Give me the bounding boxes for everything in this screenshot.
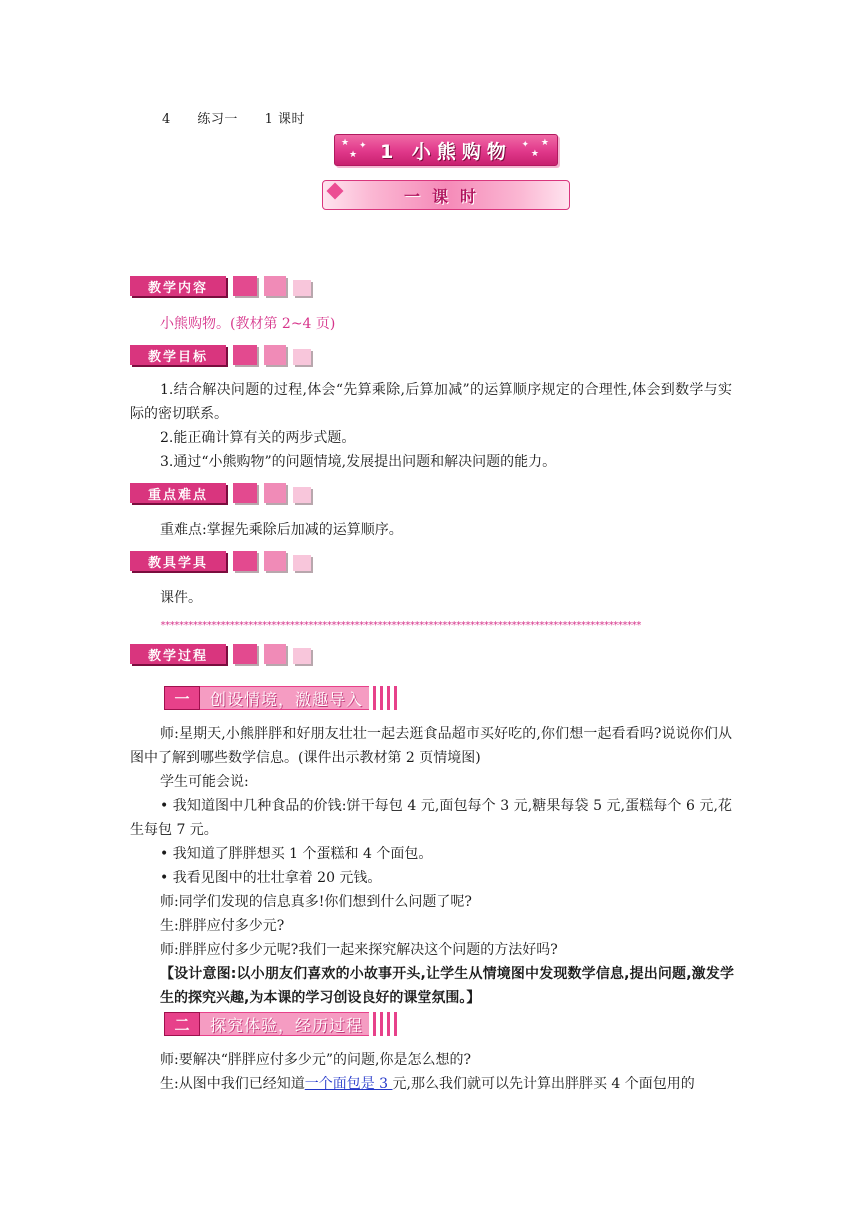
section-tag-tools <box>130 550 311 572</box>
text-span: 生:从图中我们已经知道 <box>160 1076 305 1092</box>
lesson-count: 1 课时 <box>264 112 305 127</box>
page-header <box>162 108 327 127</box>
paragraph: 师:星期天,小熊胖胖和好朋友壮壮一起去逛食品超市买好吃的,你们想一起看看吗?说说你们从图中了解到哪些数学信息。(课件出示教材第 2 页情境图) <box>130 726 732 766</box>
goal-item: 3.通过“小熊购物”的问题情境,发展提出问题和解决问题的能力。 <box>160 454 557 470</box>
decor-square <box>264 276 286 296</box>
lesson-title-banner <box>334 134 558 166</box>
section-name: 练习一 <box>197 112 238 127</box>
bullet-item: • 我看见图中的壮壮拿着 20 元钱。 <box>160 870 382 886</box>
bullet-item: • 我知道图中几种食品的价钱:饼干每包 4 元,面包每个 3 元,糖果每袋 5 元,蛋糕每个 6 元,花生每包 7 元。 <box>130 798 732 838</box>
decor-square <box>293 487 311 503</box>
section-tag-keypoints <box>130 482 311 504</box>
tools-text: 课件。 <box>160 590 202 606</box>
lesson-subtitle: 一课时 <box>403 186 488 206</box>
section-label: 教学目标 <box>130 345 226 365</box>
section-label: 教具学具 <box>130 551 226 571</box>
design-note: 【设计意图:以小朋友们喜欢的小故事开头,让学生从情境图中发现数学信息,提出问题,激发学生的探究兴趣,为本课的学习创设良好的课堂氛围。】 <box>160 966 734 1006</box>
bullet-item: • 我知道了胖胖想买 1 个蛋糕和 4 个面包。 <box>160 846 433 862</box>
lesson-subtitle-banner <box>322 180 570 210</box>
decor-square <box>293 648 311 664</box>
star-icon: ✦ <box>359 141 367 151</box>
decor-square <box>293 555 311 571</box>
section-label: 重点难点 <box>130 483 226 503</box>
step-title: 创设情境，激趣导入 <box>200 686 369 710</box>
star-icon: ★ <box>540 138 549 148</box>
paragraph: 生:胖胖应付多少元? <box>160 918 285 934</box>
star-icon: ✦ <box>521 140 529 150</box>
diamond-icon <box>327 183 344 200</box>
decor-bars <box>369 686 397 710</box>
section-tag-process <box>130 643 311 665</box>
star-icon: ★ <box>341 138 350 148</box>
decor-square <box>264 483 286 503</box>
paragraph: 学生可能会说: <box>160 774 249 790</box>
step-number: 二 <box>164 1012 200 1036</box>
text-span: 元,那么我们就可以先计算出胖胖买 4 个面包用的 <box>392 1076 695 1092</box>
step-banner-1 <box>164 686 397 710</box>
decor-square <box>233 644 257 664</box>
decor-square <box>233 345 257 365</box>
paragraph: 师:要解决“胖胖应付多少元”的问题,你是怎么想的? <box>160 1052 471 1068</box>
paragraph: 师:同学们发现的信息真多!你们想到什么问题了呢? <box>160 894 472 910</box>
goal-item: 2.能正确计算有关的两步式题。 <box>160 430 356 446</box>
section-label: 教学过程 <box>130 644 226 664</box>
paragraph <box>130 1072 732 1096</box>
star-icon: ★ <box>349 150 358 160</box>
asterisk-divider: ******************************************************************************************************** <box>160 620 641 631</box>
decor-bars <box>369 1012 397 1036</box>
step-number: 一 <box>164 686 200 710</box>
paragraph: 师:胖胖应付多少元呢?我们一起来探究解决这个问题的方法好吗? <box>160 942 558 958</box>
decor-square <box>293 280 311 296</box>
decor-square <box>264 345 286 365</box>
star-icon: ★ <box>530 149 539 159</box>
step-banner-2 <box>164 1012 397 1036</box>
inline-link[interactable]: 一个面包是 3 <box>304 1076 393 1092</box>
decor-square <box>233 483 257 503</box>
lesson-title: 1 小熊购物 <box>380 140 512 163</box>
content-text: 小熊购物。(教材第 2~4 页) <box>160 316 336 332</box>
step-title: 探究体验，经历过程 <box>200 1012 369 1036</box>
section-tag-content <box>130 275 311 297</box>
goal-item: 1.结合解决问题的过程,体会“先算乘除,后算加减”的运算顺序规定的合理性,体会到数学与实际的密切联系。 <box>130 382 732 422</box>
decor-square <box>293 349 311 365</box>
section-label: 教学内容 <box>130 276 226 296</box>
decor-square <box>264 551 286 571</box>
decor-square <box>233 551 257 571</box>
section-tag-goals <box>130 344 311 366</box>
page-number: 4 <box>162 112 171 127</box>
keypoints-text: 重难点:掌握先乘除后加减的运算顺序。 <box>160 522 403 538</box>
decor-square <box>264 644 286 664</box>
decor-square <box>233 276 257 296</box>
